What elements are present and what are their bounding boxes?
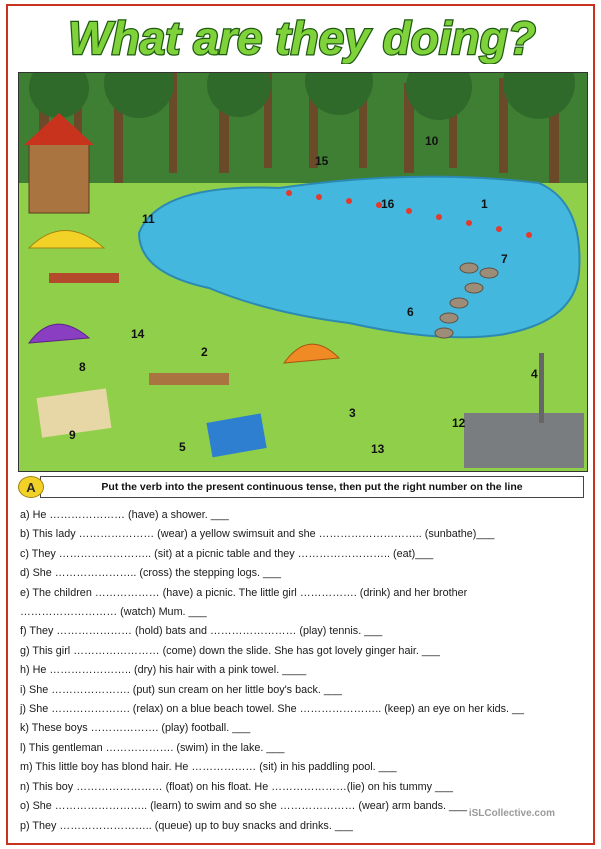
exercise-item: f) They ………………… (hold) bats and …………………… (play) tennis. ___ bbox=[20, 625, 383, 638]
scene-number-1: 1 bbox=[481, 197, 488, 211]
exercise-item: j) She …………………. (relax) on a blue beach towel. She ………………….. (keep) an eye on her kids. __ bbox=[20, 703, 525, 716]
exercise-item: b) This lady ………………… (wear) a yellow swimsuit and she ……………………….. (sunbathe)___ bbox=[20, 528, 495, 541]
title-text: What are they doing? bbox=[68, 12, 536, 64]
scene-number-3: 3 bbox=[349, 406, 356, 420]
scene-number-11: 11 bbox=[142, 212, 155, 226]
exercise-item: g) This girl …………………… (come) down the slide. She has got lovely ginger hair. ___ bbox=[20, 644, 440, 657]
scene-number-6: 6 bbox=[407, 305, 414, 319]
exercise-item: i) She …………………. (put) sun cream on her little boy's back. ___ bbox=[20, 683, 342, 696]
exercise-item: p) They …………………….. (queue) up to buy snacks and drinks. ___ bbox=[20, 819, 353, 832]
exercise-item: m) This little boy has blond hair. He ……………… (sit) in his paddling pool. ___ bbox=[20, 761, 397, 774]
scene-number-16: 16 bbox=[381, 197, 395, 211]
exercise-list bbox=[20, 506, 590, 836]
exercise-item: l) This gentleman ………………. (swim) in the lake. ___ bbox=[20, 741, 285, 754]
scene-number-10: 10 bbox=[425, 134, 439, 148]
scene-number-12: 12 bbox=[452, 416, 466, 430]
exercise-item: o) She …………………….. (learn) to swim and so she ………………… (wear) arm bands. ___ bbox=[20, 800, 467, 813]
exercise-item: c) They …………………….. (sit) at a picnic table and they …………………….. (eat)___ bbox=[20, 547, 434, 560]
scene-number-14: 14 bbox=[131, 327, 145, 341]
scene-number-13: 13 bbox=[371, 442, 385, 456]
watermark: iSLCollective.com bbox=[468, 808, 555, 819]
exercise-item: n) This boy …………………… (float) on his float. He …………………(lie) on his tummy ___ bbox=[20, 780, 453, 793]
exercise-item: d) She ………………….. (cross) the stepping logs. ___ bbox=[20, 567, 282, 580]
park-scene-illustration bbox=[18, 72, 588, 472]
exercise-item: e) The children ……………… (have) a picnic. The little girl ……………. (drink) and her brother ……………………… (watch) Mum. ___ bbox=[20, 586, 468, 619]
instruction-bar bbox=[18, 476, 586, 498]
section-badge: A bbox=[18, 476, 44, 498]
scene-number-9: 9 bbox=[69, 428, 76, 442]
worksheet-title bbox=[8, 8, 597, 64]
scene-number-15: 15 bbox=[315, 154, 329, 168]
exercise-item: h) He ………………….. (dry) his hair with a pink towel. ____ bbox=[20, 664, 307, 677]
worksheet-page bbox=[6, 4, 595, 845]
instruction-text: Put the verb into the present continuous tense, then put the right number on the line bbox=[40, 476, 584, 498]
exercise-item: a) He ………………… (have) a shower. ___ bbox=[20, 509, 229, 521]
scene-number-2: 2 bbox=[201, 345, 208, 359]
scene-number-8: 8 bbox=[79, 360, 86, 374]
scene-number-5: 5 bbox=[179, 440, 186, 454]
scene-number-4: 4 bbox=[531, 367, 538, 381]
exercise-item: k) These boys ………………. (play) football. ___ bbox=[20, 722, 251, 735]
scene-number-7: 7 bbox=[501, 252, 508, 266]
